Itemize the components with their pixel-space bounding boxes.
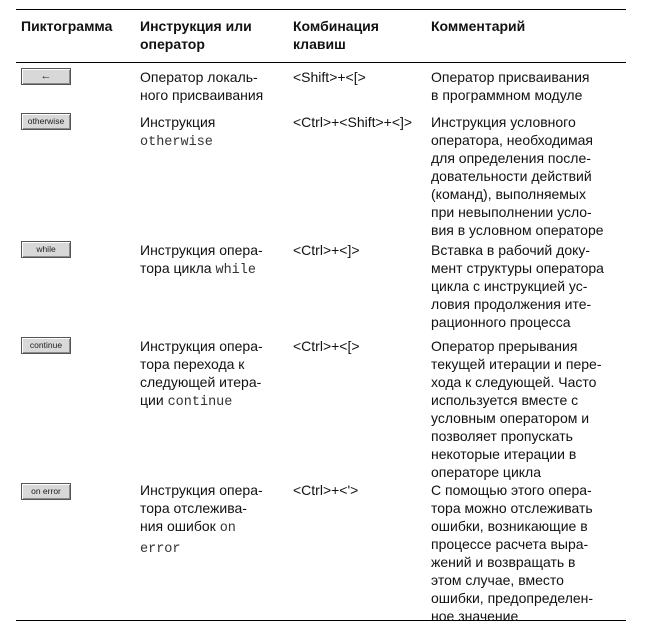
instruction-line [140, 373, 290, 391]
instruction-cell [140, 68, 290, 104]
instruction-text: Инструкция опера- [140, 242, 263, 258]
shortcut-keys: <Ctrl>+<Shift>+<]> [293, 114, 413, 130]
header-icon-column: Пиктограмма [21, 18, 113, 34]
comment-line: цикла с инструкцией ус- [431, 278, 588, 294]
instruction-text: ции [140, 392, 168, 408]
instruction-text: ного присваивания [140, 87, 264, 103]
while-icon[interactable]: while [21, 241, 71, 258]
comment-line: этом случае, вместо [431, 572, 564, 588]
instruction-line [140, 113, 290, 131]
comment-line: жений и возвращать в [431, 554, 576, 570]
comment-line: рационного процесса [431, 314, 571, 330]
shortcut-keys: <Shift>+<[> [293, 69, 366, 85]
comment-line: в программном модуле [431, 87, 583, 103]
comment-line: Оператор прерывания [431, 338, 578, 354]
comment-line: текущей итерации и пере- [431, 356, 602, 372]
comment-line: Инструкция условного [431, 114, 576, 130]
instruction-text: Инструкция [140, 114, 216, 130]
shortcut-keys: <Ctrl>+<]> [293, 242, 360, 258]
instruction-text: следующей итера- [140, 374, 262, 390]
comment-cell [431, 241, 623, 331]
instruction-text: тора цикла [140, 260, 216, 276]
instruction-line [140, 259, 290, 280]
header-keys-column: Комбинация клавиш [293, 18, 379, 52]
comment-line: вия в условном операторе [431, 222, 604, 238]
otherwise-icon[interactable]: otherwise [21, 113, 71, 130]
comment-line: Вставка в рабочий доку- [431, 242, 591, 258]
comment-line: довательности действий [431, 168, 592, 184]
comment-line: для определения после- [431, 150, 591, 166]
comment-line: (команд), выполняемых [431, 186, 586, 202]
instruction-line [140, 355, 290, 373]
instruction-line [140, 517, 290, 538]
shortcut-keys: <Ctrl>+<'> [293, 482, 359, 498]
comment-cell [431, 68, 623, 104]
comment-cell [431, 337, 623, 481]
comment-line: хода к следующей. Часто [431, 374, 597, 390]
continue-icon[interactable]: continue [21, 337, 71, 354]
instruction-line [140, 538, 290, 559]
comment-line: ошибки, возникающие в [431, 518, 588, 534]
comment-cell [431, 481, 623, 625]
comment-line: условным оператором и [431, 410, 590, 426]
instruction-text: тора перехода к [140, 356, 245, 372]
instruction-cell [140, 113, 290, 152]
comment-line: операторе цикла [431, 464, 541, 480]
comment-line: оператора, необходимая [431, 132, 593, 148]
comment-cell [431, 113, 623, 239]
instruction-cell [140, 241, 290, 280]
instruction-text: Оператор локаль- [140, 69, 258, 85]
comment-line: С помощью этого опера- [431, 482, 592, 498]
instruction-line [140, 86, 290, 104]
comment-line: используется вместе с [431, 392, 579, 408]
header-comment-column: Комментарий [431, 18, 526, 34]
instruction-keyword: error [140, 542, 181, 557]
instruction-text: ния ошибок [140, 518, 220, 534]
instruction-line [140, 131, 290, 152]
table-header-rule [16, 62, 626, 63]
instruction-line [140, 241, 290, 259]
instruction-text: Инструкция опера- [140, 482, 263, 498]
instruction-keyword: otherwise [140, 135, 213, 150]
instruction-line [140, 481, 290, 499]
instruction-cell [140, 337, 290, 412]
shortcut-keys: <Ctrl>+<[> [293, 338, 360, 354]
header-instruction-column: Инструкция или оператор [140, 18, 252, 52]
instruction-keyword: while [215, 263, 256, 278]
local-assignment-arrow-icon[interactable]: ← [21, 68, 71, 85]
instruction-line [140, 499, 290, 517]
instruction-cell [140, 481, 290, 559]
instruction-text: тора отслежива- [140, 500, 247, 516]
table-top-rule [16, 9, 626, 10]
instruction-line [140, 68, 290, 86]
comment-line: мент структуры оператора [431, 260, 604, 276]
comment-line: ное значение [431, 608, 519, 624]
instruction-line [140, 337, 290, 355]
comment-line: тора можно отслеживать [431, 500, 593, 516]
instruction-keyword: on [219, 521, 236, 536]
instruction-text: Инструкция опера- [140, 338, 263, 354]
on-error-icon[interactable]: on error [21, 483, 71, 500]
comment-line: Оператор присваивания [431, 69, 590, 85]
comment-line: ловия продолжения ите- [431, 296, 592, 312]
comment-line: позволяет пропускать [431, 428, 573, 444]
comment-line: некоторые итерации в [431, 446, 577, 462]
comment-line: процессе расчета выра- [431, 536, 589, 552]
comment-line: ошибки, предопределен- [431, 590, 594, 606]
instruction-line [140, 391, 290, 412]
comment-line: при невыполнении усло- [431, 204, 592, 220]
instruction-keyword: continue [167, 395, 233, 410]
